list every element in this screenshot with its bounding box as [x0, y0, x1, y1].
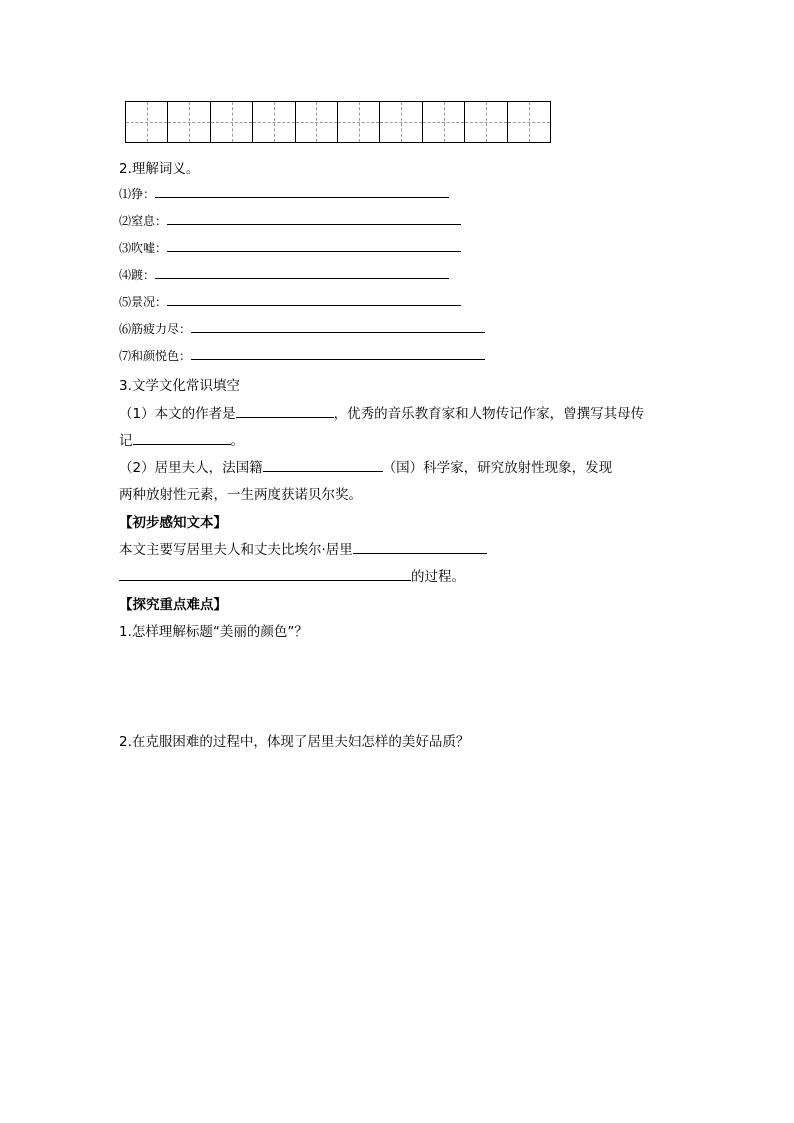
section-heading: 【探究重点难点】 — [119, 597, 227, 613]
vocab-label: ⑵窒息： — [119, 214, 168, 228]
grid-cell — [338, 102, 380, 142]
vocab-label: ⑺和颜悦色： — [119, 349, 192, 363]
question-1: 1.怎样理解标题“美丽的颜色”？ — [119, 624, 308, 640]
summary-line-1: 本文主要写居里夫人和丈夫比埃尔·居里 — [119, 538, 487, 558]
vocab-item — [119, 266, 449, 283]
author-blank[interactable] — [236, 405, 334, 418]
vocab-item — [119, 212, 461, 229]
grid-cell — [211, 102, 253, 142]
q3-line-2: 记 。 — [119, 433, 244, 449]
vocab-label: ⑸景况： — [119, 295, 168, 309]
grid-cell — [465, 102, 507, 142]
answer-blank[interactable] — [155, 266, 449, 279]
q3-line-4: 两种放射性元素，一生两度获诺贝尔奖。 — [119, 487, 362, 503]
grid-cell — [423, 102, 465, 142]
vocab-item — [119, 347, 485, 364]
writing-grid — [125, 101, 551, 143]
q2-heading: 2.理解词义。 — [119, 161, 200, 177]
section-heading: 【初步感知文本】 — [119, 515, 227, 531]
answer-blank[interactable] — [167, 239, 461, 252]
summary-blank[interactable] — [353, 541, 487, 554]
answer-blank[interactable] — [167, 293, 461, 306]
vocab-item — [119, 320, 485, 337]
answer-blank[interactable] — [155, 185, 449, 198]
summary-blank[interactable] — [119, 568, 411, 581]
grid-cell — [296, 102, 338, 142]
vocab-item — [119, 293, 461, 310]
vocab-label: ⑴狰： — [119, 187, 156, 201]
vocab-label: ⑷踱： — [119, 268, 156, 282]
grid-cell — [126, 102, 168, 142]
vocab-label: ⑶吹嘘： — [119, 241, 168, 255]
grid-cell — [508, 102, 550, 142]
q3-heading: 3.文学文化常识填空 — [119, 378, 240, 394]
grid-cell — [380, 102, 422, 142]
question-2: 2.在克服困难的过程中，体现了居里夫妇怎样的美好品质？ — [119, 734, 470, 750]
vocab-item — [119, 185, 449, 202]
grid-cell — [168, 102, 210, 142]
summary-line-2: 的过程。 — [119, 565, 465, 585]
vocab-item — [119, 239, 461, 256]
answer-blank[interactable] — [191, 320, 485, 333]
q3-line-1: （1）本文的作者是 ，优秀的音乐教育家和人物传记作家，曾撰写其母传 — [119, 406, 645, 422]
q3-line-3: （2）居里夫人，法国籍 （国）科学家，研究放射性现象，发现 — [119, 460, 613, 476]
vocab-label: ⑹筋疲力尽： — [119, 322, 192, 336]
answer-blank[interactable] — [191, 347, 485, 360]
country-blank[interactable] — [263, 459, 383, 472]
biography-blank[interactable] — [133, 432, 231, 445]
answer-blank[interactable] — [167, 212, 461, 225]
grid-cell — [253, 102, 295, 142]
